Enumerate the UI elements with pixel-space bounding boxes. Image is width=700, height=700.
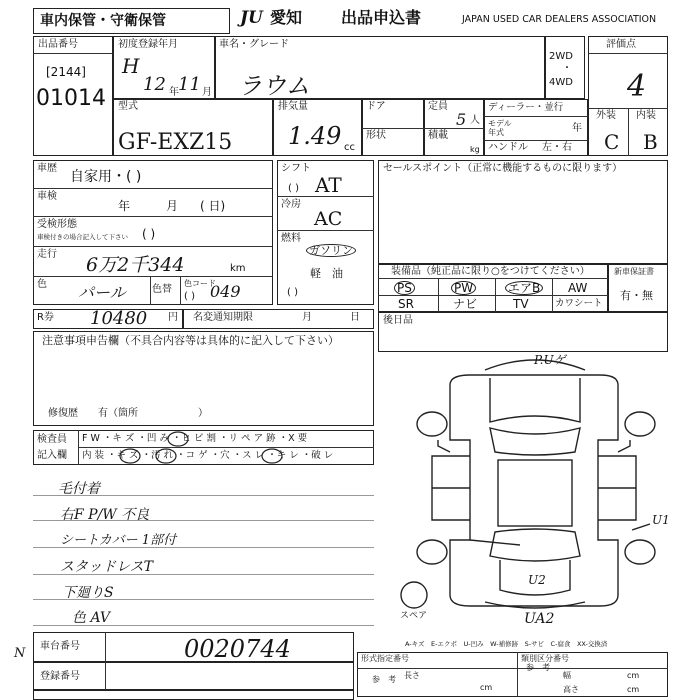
mileage-label: 走行 (37, 249, 57, 260)
equip-navi: ナビ (453, 297, 478, 311)
chassis-value: 0020744 (184, 635, 291, 663)
equip-pw: PW (451, 281, 476, 295)
length-label: 長さ (404, 671, 420, 680)
first-reg-year: 12 (143, 74, 166, 95)
color-label: 色 (37, 279, 47, 290)
equip-aw: AW (568, 281, 588, 295)
deadline-month: 月 (302, 312, 312, 323)
km-unit: km (230, 263, 246, 274)
first-reg-label: 初度登録年月 (118, 39, 178, 50)
org-name: 愛知 (270, 8, 303, 27)
cc-unit: cc (344, 142, 355, 153)
car-name: ラウム (238, 72, 310, 100)
note-line-1: 毛付着 (58, 481, 100, 497)
inspector-label-2: 記入欄 (37, 450, 67, 461)
height-cm: cm (627, 685, 640, 694)
diagram-rear-note: U2 (528, 573, 546, 587)
load-label: 積載 (428, 130, 448, 141)
color-code-label: 色コード (184, 279, 216, 288)
registration-box (33, 662, 354, 690)
history-value: 自家用・( ) (70, 169, 142, 185)
ac-label: 冷房 (281, 199, 301, 210)
dealer-label: ディーラー・並行 (488, 102, 564, 113)
drive-2wd: 2WD (549, 51, 573, 62)
inspection-year: 年 (118, 199, 131, 213)
equip-sr: SR (398, 297, 414, 311)
equip-ps: PS (394, 281, 415, 295)
inspection-month: 月 (166, 199, 179, 213)
rear-items-label: 後日品 (383, 315, 413, 326)
shift-paren: ( ) (288, 183, 299, 194)
width-cm: cm (627, 671, 640, 680)
inspector-label-1: 検査員 (37, 434, 67, 445)
inspector-row-2: 内 装 ・キ ズ ・汚 れ ・コ ゲ ・穴 ・ス レ ・キ レ ・破 レ (82, 450, 334, 461)
equip-airbag: エアB (505, 281, 543, 295)
color-change-label: 色替 (152, 284, 172, 295)
shift-value: AT (315, 173, 342, 197)
recycle-value: 10480 (90, 308, 148, 329)
acceptance-note: 車検付きの場合記入して下さい (37, 233, 128, 241)
width-label: 幅 (563, 671, 571, 680)
damage-legend: A-キズ E-エクボ U-凹み W-補修跡 S-サビ C-腐食 XX-交換済 (405, 640, 608, 648)
model-year-label: モデル年式 (488, 119, 512, 138)
deadline-day: 日 (350, 312, 360, 323)
shape-label: 形状 (366, 130, 386, 141)
seats-value: 5 (456, 110, 467, 129)
diagram-bottom-note: UA2 (524, 611, 555, 627)
warranty-options: 有・無 (620, 289, 653, 302)
reference-label-left: 参 考 (372, 675, 396, 684)
month-mark: 月 (202, 87, 212, 98)
lot-number: 01014 (36, 86, 106, 111)
auction-sheet: 車内保管・守衛保管 JU 愛知 出品申込書 JAPAN USED CAR DEALERS ASSOCIATION 出品番号 [2144] 01014 初度登録年月 H 12 年 11 月 車名・グレード ラウム 2WD ・ 4WD 評価点 4 外装 内装 C B 型式 GF-EXZ15 排気量 1.49 cc ドア 形状 定員 5 人 積載 kg ディーラー・並行 モデル年式 年 ハンドル 左・右 車歴 自家用・( ) 車検 年 月 ( 日) 受検形態 車検付きの場合記入して下さい ( ) 走行 6万2千344 km 色 パール 色替 色コード ( ) 049 シフト AT ( ) 冷房 AC 燃料 ガソリン 軽 油 ( ) セールスポイント（正常に機能するものに限ります） 装備品（純正品に限り○をつけてください） PS PW エアB AW SR ナビ TV カワシート 新車保証書 有・無 R券 10480 円 名変通知期限 月 日 後日品 注意事項申告欄（不具合内容等は具体的に記入して下さい） 修復歴 有（箇所 ） 検査員 記入欄 F W ・キ ズ ・凹 み ・ヒ ビ 割 ・リ ペ ア 跡 ・X 要 内 装 ・キ ズ ・汚 れ ・コ ゲ ・穴 ・ス レ ・キ レ ・破 レ 毛付着 右F P/W 不良 シートカバー 1部付 スタッドレスT 下廻りS 色 AV P.Uゲ U1 U2 UA2 スペア A-キズ E-エクボ U-凹み W-補修跡 S-サビ C-腐食 XX-交換済 N 車台番号 0020744 登録番号 形式指定番号 類別区分番号 参 考 参 考 長さ cm 幅 cm 高さ cm (0, 0, 700, 700)
rating-value: 4 (627, 69, 647, 104)
note-line-6: 色 AV (72, 610, 110, 626)
kg-unit: kg (470, 145, 480, 154)
seats-unit: 人 (470, 115, 480, 126)
sales-point-label: セールスポイント（正常に機能するものに限ります） (383, 163, 623, 174)
color-code-paren: ( ) (184, 291, 195, 302)
fuel-label: 燃料 (281, 233, 301, 244)
storage-label: 車内保管・守衛保管 (40, 13, 166, 29)
inspection-day: ( 日) (200, 199, 226, 213)
history-label: 車歴 (37, 163, 57, 174)
handle-options: 左・右 (542, 142, 572, 153)
height-label: 高さ (563, 685, 579, 694)
equip-tv: TV (513, 297, 529, 311)
association-name: JAPAN USED CAR DEALERS ASSOCIATION (462, 14, 657, 25)
note-line-2: 右F P/W 不良 (60, 507, 150, 523)
chassis-label: 車台番号 (40, 641, 80, 652)
equipment-label: 装備品（純正品に限り○をつけてください） (391, 266, 590, 277)
warranty-label: 新車保証書 (614, 267, 654, 276)
repair-label: 修復歴 有（箇所 ） (48, 408, 208, 419)
displacement-label: 排気量 (278, 101, 308, 112)
rating-label: 評価点 (606, 39, 636, 50)
type-cert-label: 形式指定番号 (361, 654, 409, 663)
drive-4wd: 4WD (549, 77, 573, 88)
diagram-right-note: U1 (652, 513, 670, 527)
yen-unit: 円 (168, 312, 178, 323)
deadline-label: 名変通知期限 (193, 312, 253, 323)
door-label: ドア (366, 101, 386, 112)
color-code-value: 049 (210, 282, 241, 301)
type-label: 型式 (118, 101, 138, 112)
inspection-label: 車検 (37, 191, 57, 202)
type-value: GF-EXZ15 (118, 130, 233, 155)
interior-grade: B (643, 130, 658, 154)
mileage-value: 6万2千344 (86, 254, 185, 276)
model-label: 車名・グレード (219, 39, 289, 50)
registration-label: 登録番号 (40, 671, 80, 682)
first-reg-era: H (122, 54, 140, 78)
exterior-label: 外装 (596, 110, 616, 121)
notes-label: 注意事項申告欄（不具合内容等は具体的に記入して下さい） (42, 334, 339, 347)
category-label: 類別区分番号 (521, 654, 569, 663)
year-mark: 年 (169, 87, 179, 98)
note-line-4: スタッドレスT (60, 559, 153, 575)
model-year-mark: 年 (572, 123, 582, 134)
color-value: パール (78, 283, 126, 302)
fuel-gasoline: ガソリン (306, 244, 356, 257)
note-line-3: シートカバー 1部付 (60, 533, 177, 548)
inspector-row-1: F W ・キ ズ ・凹 み ・ヒ ビ 割 ・リ ペ ア 跡 ・X 要 (82, 433, 308, 444)
fuel-diesel: 軽 油 (310, 267, 343, 280)
note-line-5: 下廻りS (62, 585, 114, 601)
diagram-top-note: P.Uゲ (534, 353, 566, 367)
length-cm: cm (480, 683, 493, 692)
spare-label: スペア (400, 611, 428, 621)
shift-label: シフト (281, 163, 311, 174)
recycle-label: R券 (37, 312, 54, 323)
logo-text: JU (240, 8, 263, 28)
fuel-paren: ( ) (287, 287, 298, 298)
form-title: 出品申込書 (341, 8, 422, 27)
interior-label: 内装 (636, 110, 656, 121)
seats-label: 定員 (428, 101, 448, 112)
ac-value: AC (314, 208, 343, 230)
first-reg-month: 11 (178, 74, 201, 95)
handle-label: ハンドル (488, 142, 528, 153)
lot-label: 出品番号 (38, 39, 78, 50)
exterior-grade: C (604, 130, 620, 154)
displacement-value: 1.49 (288, 122, 342, 150)
lot-bracket: [2144] (46, 65, 86, 79)
side-mark: N (14, 646, 26, 661)
acceptance-paren: ( ) (142, 227, 156, 241)
equip-kawa-seat: カワシート (555, 298, 603, 309)
acceptance-label: 受検形態 (37, 219, 77, 230)
reference-label-right: 参 考 (526, 663, 550, 672)
